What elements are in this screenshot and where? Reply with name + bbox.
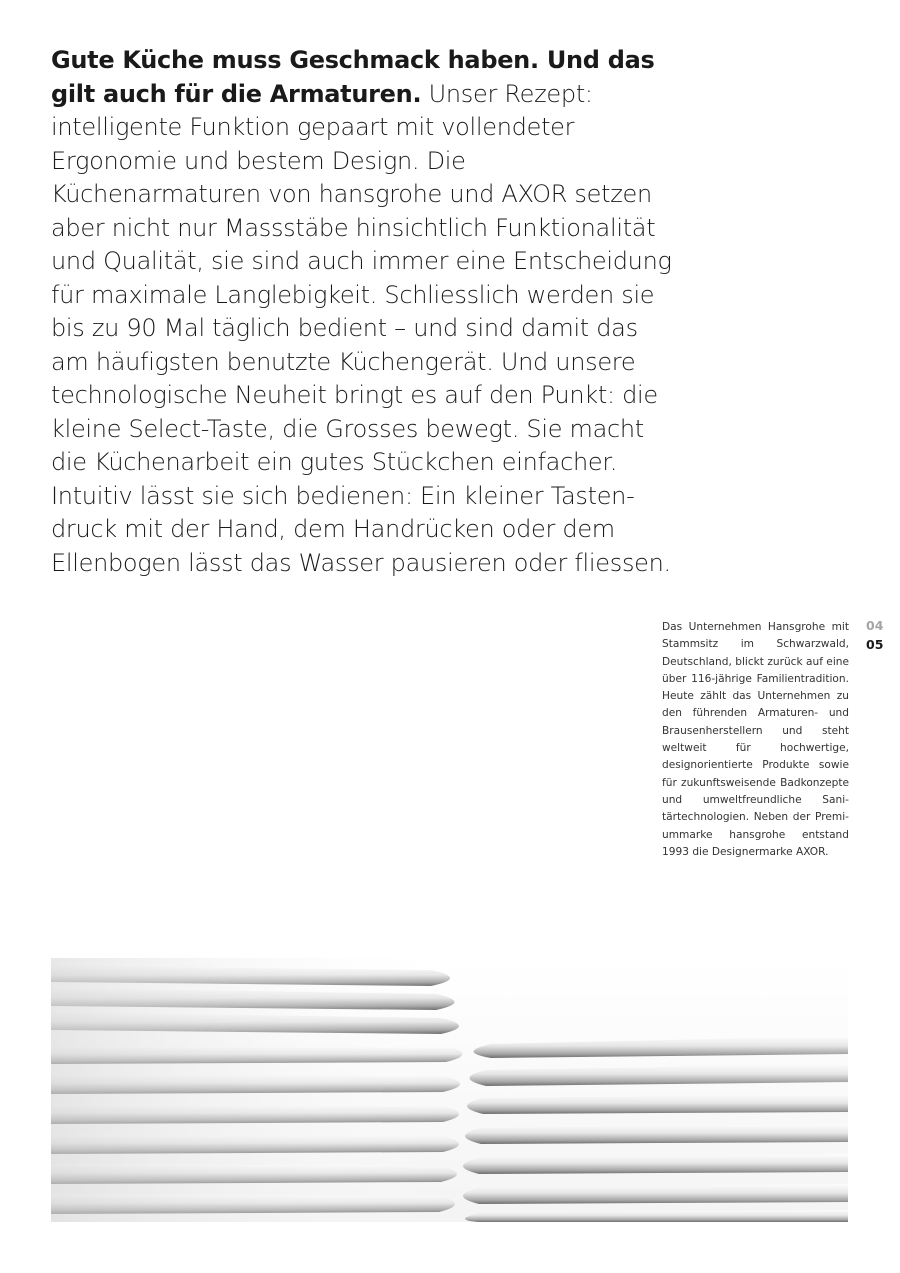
stacked-plates-photo (51, 958, 848, 1222)
page-number-previous: 04 (866, 618, 884, 633)
intro-paragraph (51, 44, 681, 580)
intro-lead: Gute Küche muss Geschmack haben. Und das gilt auch für die Armaturen. (51, 46, 655, 108)
company-sidenote: Das Unternehmen Hansgrohe mit Stammsitz im Schwarzwald, Deutschland, blickt zurück auf eine über 116-jährige Familientradition. Heute zählt das Unternehmen zu den führenden Armaturen- und Brausenherstellern und steht weltweit für hochwertige, designorientierte Produkte sowie für zukunftsweisende Badkonzepte und umweltfreundliche Sanitärtechnologien. Neben der Premiummarke hansgrohe entstand 1993 die Designermarke AXOR. (662, 621, 849, 858)
page-number-current: 05 (866, 636, 884, 652)
stacked-plates-illustration (51, 958, 848, 1222)
page-numbers (866, 617, 883, 654)
intro-body: Unser Rezept: intelligente Funktion gepaart mit vollendeter Ergonomie und bestem Design. Die Küchenarmaturen von hansgrohe und AXOR setzen aber nicht nur Massstäbe hinsichtlich Funktionalität und Qualität, sie sind auch immer eine Entscheidung für maximale Langlebigkeit. Schliesslich werden sie bis zu 90 Mal täglich bedient – und sind damit das am häufigsten benutzte Küchengerät. Und unsere technologische Neuheit bringt es auf den Punkt: die kleine Select-Taste, die Grosses bewegt. Sie macht die Küchenarbeit ein gutes Stückchen einfacher. Intuitiv lässt sie sich bedienen: Ein kleiner Tastendruck mit der Hand, dem Handrücken oder dem Ellenbogen lässt das Wasser pausieren oder fliessen. (51, 79, 672, 577)
